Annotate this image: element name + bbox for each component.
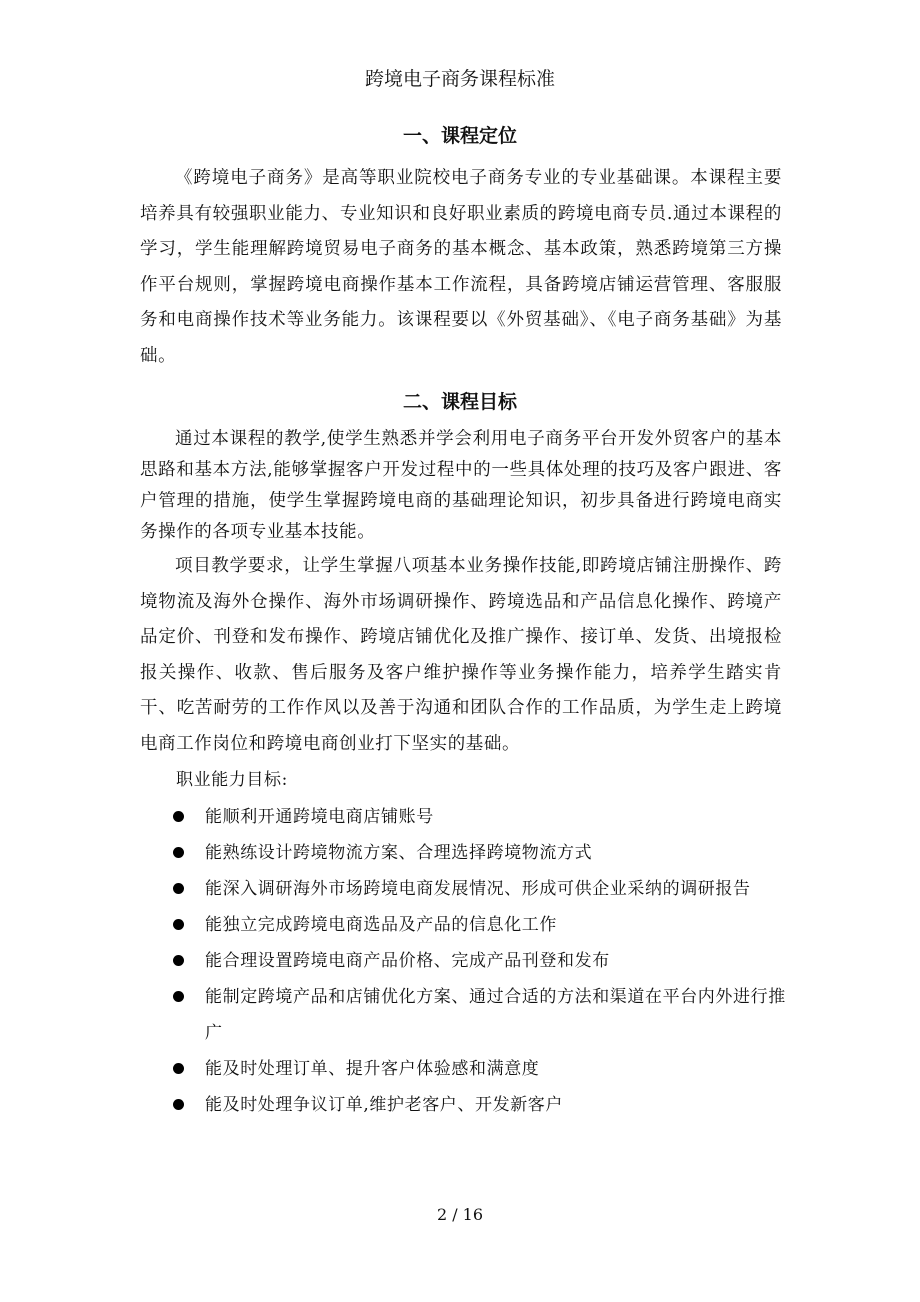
list-item	[140, 979, 790, 1051]
list-item	[140, 799, 790, 835]
bullet-dot-icon	[173, 991, 184, 1002]
bullet-dot-icon	[173, 1063, 184, 1074]
list-item	[140, 1087, 790, 1123]
list-item-text: 能合理设置跨境电商产品价格、完成产品刊登和发布	[205, 951, 610, 971]
bullet-dot-icon	[173, 955, 184, 966]
ability-objectives-label: 职业能力目标:	[176, 770, 288, 790]
list-item	[140, 835, 790, 871]
course-positioning-paragraph: 《跨境电子商务》是高等职业院校电子商务专业的专业基础课。本课程主要培养具有较强职业能力、专业知识和良好职业素质的跨境电商专员.通过本课程的学习，学生能理解跨境贸易电子商务的基本概念、基本政策，熟悉跨境第三方操作平台规则，掌握跨境电商操作基本工作流程，具备跨境店铺运营管理、客服服务和电商操作技术等业务能力。该课程要以《外贸基础》、《电子商务基础》为基础。	[140, 168, 782, 366]
section-heading-course-positioning: 一、课程定位	[402, 125, 517, 147]
list-item	[140, 1051, 790, 1087]
bullet-dot-icon	[173, 919, 184, 930]
list-item-text: 能顺利开通跨境电商店铺账号	[205, 807, 434, 827]
list-item-text: 能及时处理争议订单,维护老客户、开发新客户	[205, 1095, 564, 1115]
objectives-paragraph-1: 通过本课程的教学,使学生熟悉并学会利用电子商务平台开发外贸客户的基本思路和基本方法,能够掌握客户开发过程中的一些具体处理的技巧及客户跟进、客户管理的措施，使学生掌握跨境电商的基础理论知识，初步具备进行跨境电商实务操作的各项专业基本技能。	[140, 429, 782, 542]
document-title: 跨境电子商务课程标准	[364, 68, 555, 90]
section-heading-course-objectives: 二、课程目标	[402, 391, 517, 413]
list-item-text: 能制定跨境产品和店铺优化方案、通过合适的方法和渠道在平台内外进行推广	[205, 987, 786, 1043]
list-item-text: 能及时处理订单、提升客户体验感和满意度	[205, 1059, 540, 1079]
list-item-text: 能熟练设计跨境物流方案、合理选择跨境物流方式	[205, 843, 593, 863]
list-item	[140, 871, 790, 907]
list-item-text: 能深入调研海外市场跨境电商发展情况、形成可供企业采纳的调研报告	[205, 879, 751, 899]
page-number: 2 / 16	[436, 1205, 484, 1224]
bullet-dot-icon	[173, 811, 184, 822]
bullet-dot-icon	[173, 847, 184, 858]
objectives-paragraph-2: 项目教学要求，让学生掌握八项基本业务操作技能,即跨境店铺注册操作、跨境物流及海外仓操作、海外市场调研操作、跨境选品和产品信息化操作、跨境产品定价、刊登和发布操作、跨境店铺优化及推广操作、接订单、发货、出境报检报关操作、收款、售后服务及客户维护操作等业务操作能力，培养学生踏实肯干、吃苦耐劳的工作作风以及善于沟通和团队合作的工作品质，为学生走上跨境电商工作岗位和跨境电商创业打下坚实的基础。	[140, 556, 782, 754]
bullet-dot-icon	[173, 883, 184, 894]
list-item-text: 能独立完成跨境电商选品及产品的信息化工作	[205, 915, 557, 935]
ability-objectives-list	[140, 799, 790, 1123]
list-item	[140, 943, 790, 979]
bullet-dot-icon	[173, 1099, 184, 1110]
list-item	[140, 907, 790, 943]
